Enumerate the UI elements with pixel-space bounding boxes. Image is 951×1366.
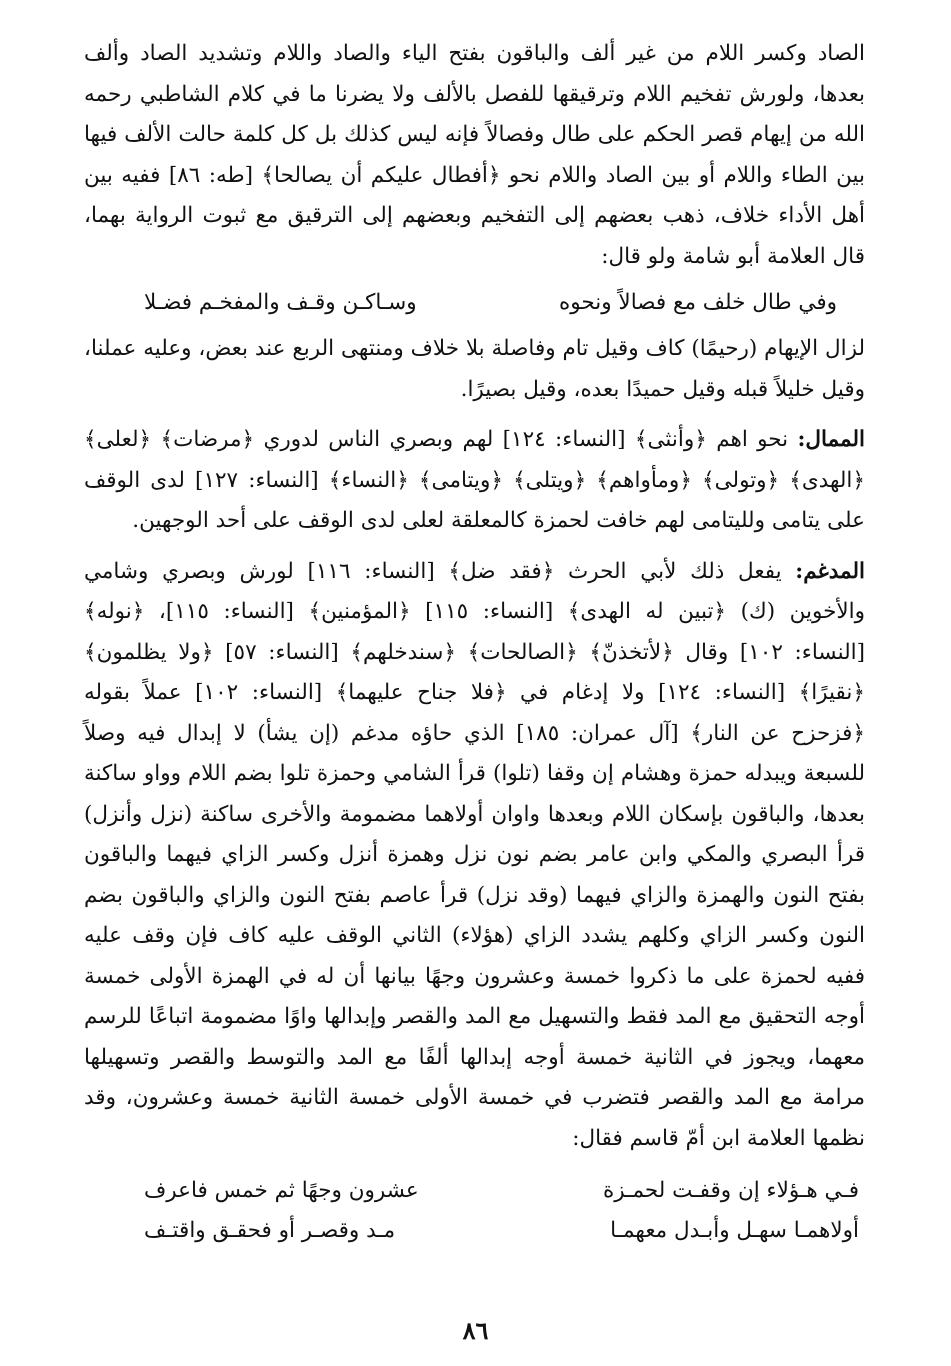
verse-second-hemistich: مـد وقصـر أو فحقـق واقتـف (144, 1218, 396, 1243)
verse-first-hemistich: وفي طال خلف مع فصالاً ونحوه (558, 290, 837, 315)
verse-block-2 (84, 1171, 865, 1251)
section-heading-mudgham: المدغم: (795, 558, 865, 584)
verse-second-hemistich: وسـاكـن وقـف والمفخـم فضـلا (144, 290, 417, 315)
paragraph-3-text: نحو اهم ﴿وأنثى﴾ [النساء: ١٢٤] لهم وبصري الناس لدوري ﴿مرضات﴾ ﴿لعلى﴾ ﴿الهدى﴾ ﴿وتولى﴾ ﴿ومأواهم﴾ ﴿ويتلى﴾ ﴿ويتامى﴾ ﴿النساء﴾ [النساء: ١٢٧] لدى الوقف على يتامى ولليتامى لهم خافت لحمزة كالمعلقة لعلى لدى الوقف على أحد الوجهين. (84, 427, 866, 533)
verse-second-hemistich: عشرون وجهًا ثم خمس فاعرف (144, 1178, 419, 1203)
paragraph-2: لزال الإيهام (رحيمًا) كاف وقيل تام وفاصلة بلا خلاف ومنتهى الربع عند بعض، وعليه عملنا، وقيل خليلاً قبله وقيل حميدًا بعده، وقيل بصيرًا. (84, 336, 865, 402)
verse-first-hemistich: أولاهمـا سهـل وأبـدل معهمـا (610, 1218, 859, 1243)
verse-line (84, 1211, 865, 1251)
spacer (84, 410, 865, 420)
paragraph-3 (84, 420, 865, 542)
verse-line (84, 1171, 865, 1211)
section-heading-mumal: الممال: (797, 427, 865, 452)
verse-line (84, 283, 865, 323)
paragraph-1: الصاد وكسر اللام من غير ألف والباقون بفتح الياء والصاد واللام وتشديد الصاد وألف بعدها، ولورش تفخيم اللام وترقيقها للفصل بالألف ولا يضرنا ما في كلام الشاطبي رحمه الله من إيهام قصر الحكم على طال وفصالاً فإنه ليس كذلك بل كل كلمة حالت الألف فيها بين الطاء واللام أو بين الصاد واللام نحو ﴿أفطال عليكم أن يصالحا﴾ [طه: ٨٦] ففيه بين أهل الأداء خلاف، ذهب بعضهم إلى التفخيم وبعضهم إلى الترقيق مع ثبوت الرواية بهما، قال العلامة أبو شامة ولو قال: (84, 41, 865, 269)
verse-block-1 (84, 283, 865, 323)
page-number: ٨٦ (462, 1316, 489, 1345)
spacer (84, 542, 865, 552)
paragraph-4-text: يفعل ذلك لأبي الحرث ﴿فقد ضل﴾ [النساء: ١١٦] لورش وبصري وشامي والأخوين (ك) ﴿تبين له الهدى﴾ [النساء: ١١٥] ﴿المؤمنين﴾ [النساء: ١١٥]، ﴿نوله﴾ [النساء: ١٠٢] وقال ﴿لأتخذنّ﴾ ﴿الصالحات﴾ ﴿سندخلهم﴾ [النساء: ٥٧] ﴿ولا يظلمون﴾ ﴿نقيرًا﴾ [النساء: ١٢٤] ولا إدغام في ﴿فلا جناح عليهما﴾ [النساء: ١٠٢] عملاً بقوله ﴿فزحزح عن النار﴾ [آل عمران: ١٨٥] الذي حاؤه مدغم (إن يشأ) لا إبدال فيه وصلاً للسبعة ويبدله حمزة وهشام إن وقفا (تلوا) قرأ الشامي وحمزة تلوا بضم اللام وواو ساكنة بعدها، والباقون بإسكان اللام وبعدها واوان أولاهما مضمومة والأخرى ساكنة (نزل وأنزل) قرأ البصري والمكي وابن عامر بضم نون نزل وهمزة أنزل وكسر الزاي فيهما والباقون بفتح النون والهمزة والزاي فيهما (وقد نزل) قرأ عاصم بفتح النون والزاي والباقون بضم النون وكسر الزاي وكلهم يشدد الزاي (هؤلاء) الثاني الوقف عليه كاف فإن وقف عليه ففيه لحمزة على ما ذكروا خمسة وعشرون وجهًا بيانها أن له في الهمزة الأولى خمسة أوجه التحقيق مع المد فقط والتسهيل مع المد والقصر وإبدالها واوًا مضمومة اتباعًا للرسم معهما، ويجوز في الثانية خمسة أوجه إبدالها ألفًا مع المد والتوسط والقصر وتسهيلها مرامة مع المد والقصر فتضرب في خمسة الأولى خمسة الثانية خمسة وعشرون، وقد نظمها العلامة ابن أمّ قاسم فقال: (84, 558, 865, 1151)
paragraph-4 (84, 552, 865, 1160)
verse-first-hemistich: فـي هـؤلاء إن وقفـت لحمـزة (603, 1178, 859, 1203)
